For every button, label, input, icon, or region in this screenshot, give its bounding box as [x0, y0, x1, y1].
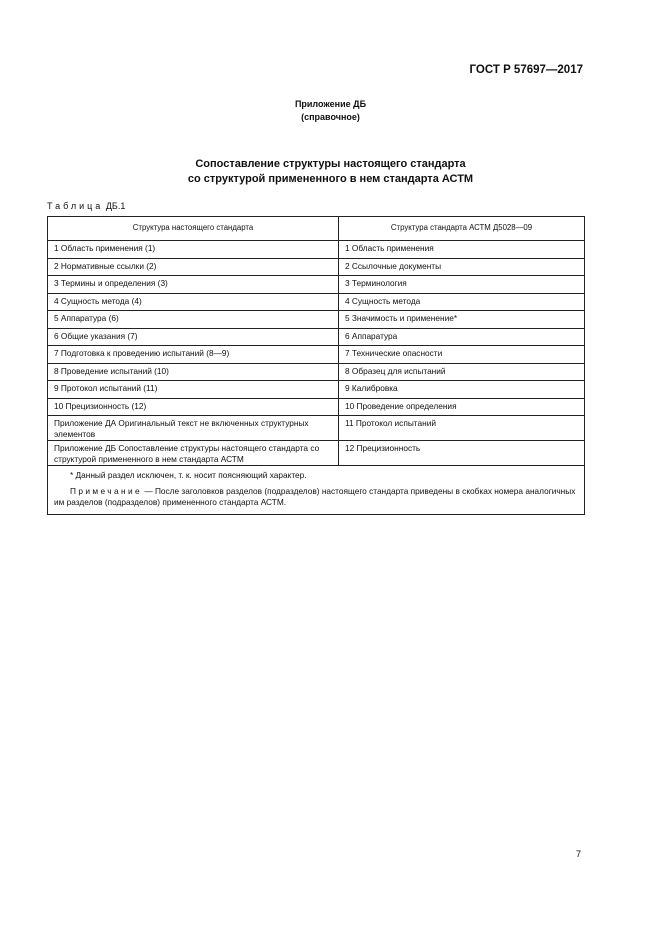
table-row: [48, 241, 585, 259]
table-cell: 3 Термины и определения (3): [48, 276, 339, 294]
table-cell: 6 Аппаратура: [339, 328, 585, 346]
table-row: [48, 416, 585, 441]
table-label: Таблица: [47, 201, 104, 211]
annex-type: (справочное): [301, 112, 360, 122]
header-astm-standard: Структура стандарта АСТМ Д5028—09: [339, 217, 585, 241]
table-notes: [48, 466, 585, 515]
note-label: Примечание: [70, 486, 143, 496]
table-cell: 5 Значимость и применение*: [339, 311, 585, 329]
table-cell: 11 Протокол испытаний: [339, 416, 585, 441]
table-cell: 2 Ссылочные документы: [339, 258, 585, 276]
footnote: * Данный раздел исключен, т. к. носит поясняющий характер.: [70, 470, 307, 480]
table-row: [48, 276, 585, 294]
table-cell: 7 Подготовка к проведению испытаний (8—9): [48, 346, 339, 364]
table-cell: 5 Аппаратура (6): [48, 311, 339, 329]
table-cell: 9 Протокол испытаний (11): [48, 381, 339, 399]
table-cell: 8 Образец для испытаний: [339, 363, 585, 381]
table-cell: 12 Прецизионность: [339, 441, 585, 466]
table-caption: [47, 200, 125, 212]
table-row: [48, 328, 585, 346]
table-cell: 1 Область применения (1): [48, 241, 339, 259]
section-title: [0, 157, 661, 187]
table-cell: Приложение ДА Оригинальный текст не включенных структурных элементов: [48, 416, 339, 441]
table-row: [48, 311, 585, 329]
table-cell: Приложение ДБ Сопоставление структуры настоящего стандарта со структурой примененного в нем стандарта АСТМ: [48, 441, 339, 466]
table-cell: 8 Проведение испытаний (10): [48, 363, 339, 381]
annex-heading: [0, 98, 661, 124]
table-cell: 6 Общие указания (7): [48, 328, 339, 346]
table-cell: 2 Нормативные ссылки (2): [48, 258, 339, 276]
section-title-line-1: Сопоставление структуры настоящего стандарта: [195, 158, 466, 170]
table-note: [54, 486, 578, 508]
table-row: [48, 258, 585, 276]
table-header-row: [48, 217, 585, 241]
table-cell: 10 Проведение определения: [339, 398, 585, 416]
table-row: [48, 346, 585, 364]
table-cell: 4 Сущность метода (4): [48, 293, 339, 311]
table-row: [48, 398, 585, 416]
note-text: — После заголовков разделов (подразделов) настоящего стандарта приведены в скобках номера аналогичных им разделов (подразделов) примененного стандарта АСТМ.: [54, 486, 576, 507]
annex-title: Приложение ДБ: [294, 99, 367, 109]
table-cell: 3 Терминология: [339, 276, 585, 294]
document-code: ГОСТ Р 57697—2017: [469, 64, 583, 76]
table-cell: 7 Технические опасности: [339, 346, 585, 364]
comparison-table: [47, 216, 585, 515]
table-row: [48, 293, 585, 311]
section-title-line-2: со структурой примененного в нем стандарта АСТМ: [187, 173, 474, 185]
table-row: [48, 363, 585, 381]
table-cell: 4 Сущность метода: [339, 293, 585, 311]
table-footer-row: [48, 466, 585, 515]
table-cell: 1 Область применения: [339, 241, 585, 259]
header-this-standard: Структура настоящего стандарта: [48, 217, 339, 241]
table-cell: 9 Калибровка: [339, 381, 585, 399]
table-row: [48, 441, 585, 466]
table-number: ДБ.1: [105, 201, 126, 211]
table-cell: 10 Прецизионность (12): [48, 398, 339, 416]
table-row: [48, 381, 585, 399]
page-number: 7: [575, 849, 581, 859]
